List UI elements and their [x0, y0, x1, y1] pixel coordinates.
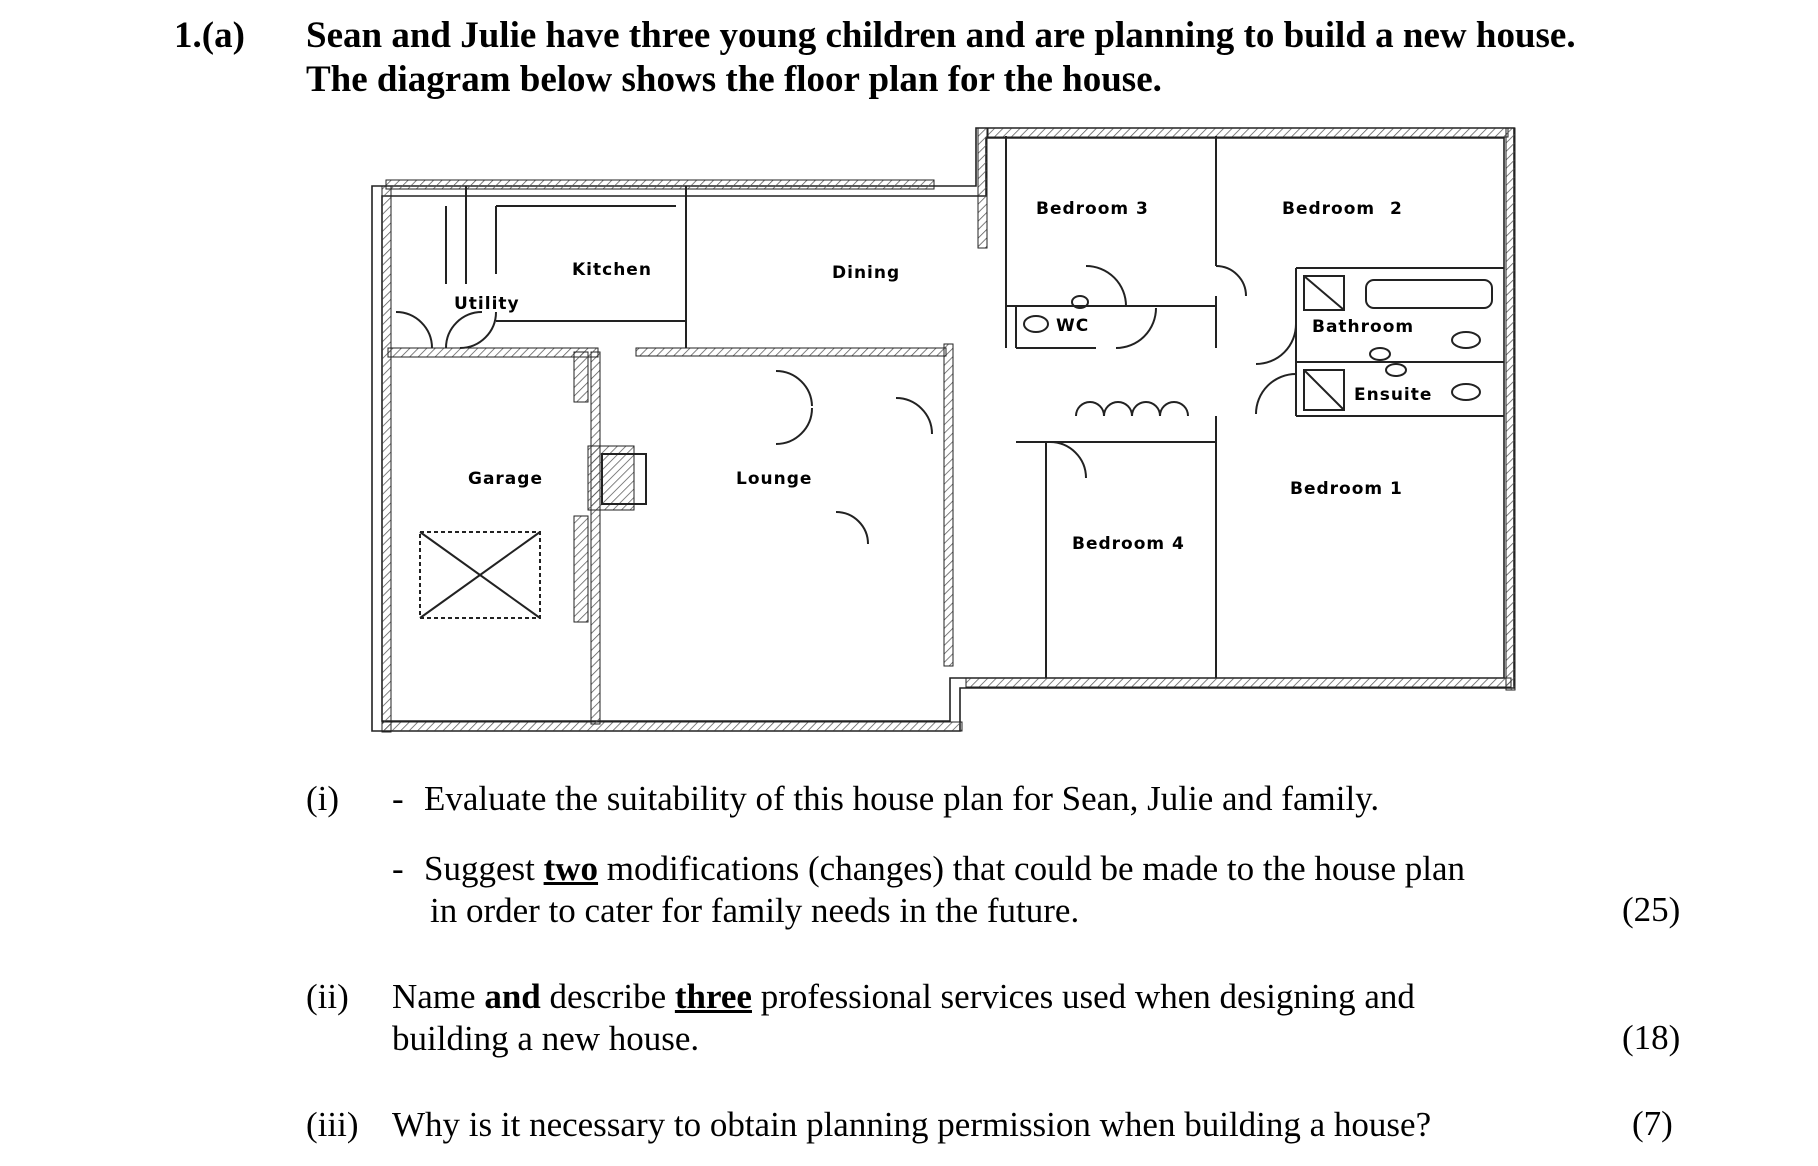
part-ii-line-1	[392, 976, 1415, 1018]
part-ii-line-2: building a new house.	[392, 1019, 700, 1058]
part-i-bullet-2-post: modifications (changes) that could be made to the house plan	[598, 849, 1466, 888]
room-label-bathroom: Bathroom	[1312, 317, 1415, 337]
part-iii-text: Why is it necessary to obtain planning permission when building a house?	[392, 1105, 1432, 1144]
part-i-bullet-1: Evaluate the suitability of this house plan for Sean, Julie and family.	[424, 779, 1380, 818]
part-i-label: (i)	[306, 779, 340, 818]
part-i-dash-2: -	[392, 849, 404, 888]
room-label-ensuite: Ensuite	[1354, 385, 1433, 405]
room-label-kitchen: Kitchen	[572, 260, 652, 280]
part-i-bullet-2-pre: Suggest	[424, 849, 544, 888]
part-i-bullet-2-emphasis: two	[543, 849, 599, 888]
part-ii-mid: describe	[540, 977, 675, 1016]
part-i-bullet-2-line-2: in order to cater for family needs in the future.	[430, 891, 1080, 930]
room-label-lounge: Lounge	[736, 469, 813, 489]
part-iii-label: (iii)	[306, 1105, 359, 1144]
room-label-wc: WC	[1056, 316, 1090, 336]
room-label-bedroom-3: Bedroom 3	[1036, 199, 1149, 219]
part-ii-bold: and	[484, 977, 541, 1016]
part-i-bullet-2	[424, 848, 1465, 890]
room-label-utility: Utility	[454, 294, 520, 314]
bedroom-2-word: Bedroom	[1282, 199, 1376, 219]
part-ii-pre: Name	[392, 977, 485, 1016]
part-i-dash-1: -	[392, 779, 404, 818]
part-iii-marks: (7)	[1632, 1104, 1673, 1143]
room-label-bedroom-2	[1282, 199, 1403, 219]
room-label-dining: Dining	[832, 263, 901, 283]
intro-line-2: The diagram below shows the floor plan for the house.	[306, 59, 1162, 100]
part-ii-emphasis: three	[674, 977, 752, 1016]
part-ii-marks: (18)	[1622, 1018, 1681, 1057]
room-label-bedroom-1: Bedroom 1	[1290, 479, 1403, 499]
floor-plan	[336, 116, 1536, 746]
room-label-bedroom-4: Bedroom 4	[1072, 534, 1185, 554]
part-i-marks: (25)	[1622, 890, 1681, 929]
intro-line-1: Sean and Julie have three young children and are planning to build a new house.	[306, 15, 1576, 56]
bedroom-2-number: 2	[1390, 199, 1403, 219]
part-ii-label: (ii)	[306, 977, 349, 1016]
question-intro	[306, 14, 1576, 102]
room-label-garage: Garage	[468, 469, 543, 489]
part-ii-post: professional services used when designing and	[751, 977, 1415, 1016]
question-number: 1.(a)	[174, 15, 245, 56]
